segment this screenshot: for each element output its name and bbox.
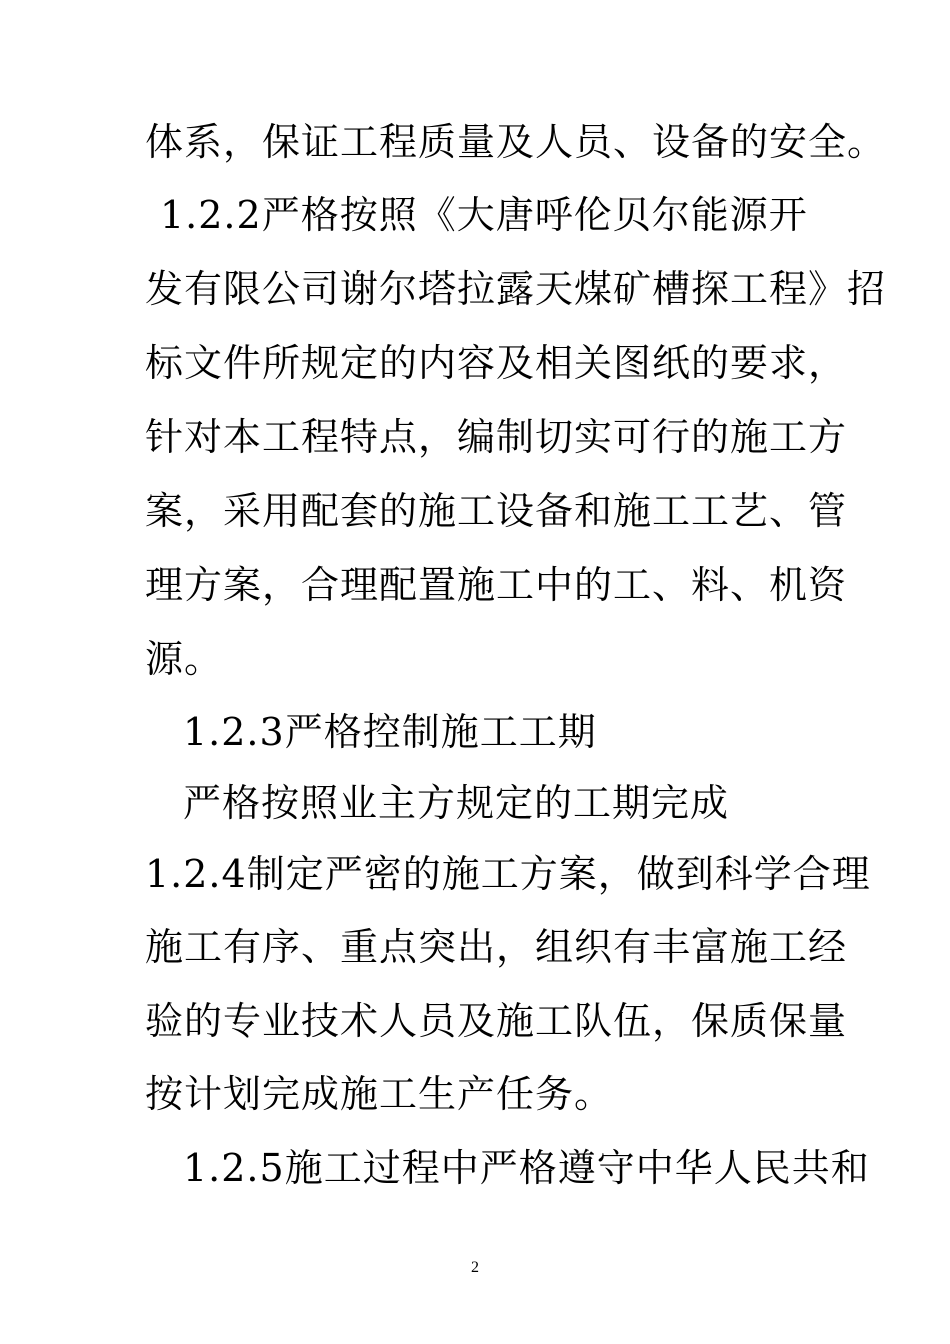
body-text-line: 1.2.2严格按照《大唐呼伦贝尔能源开 xyxy=(160,193,808,237)
body-text-line: 严格按照业主方规定的工期完成 xyxy=(183,781,730,825)
page-number: 2 xyxy=(471,1259,479,1276)
body-text-line: 发有限公司谢尔塔拉露天煤矿槽探工程》招 xyxy=(145,267,887,311)
body-text-line: 针对本工程特点，编制切实可行的施工方 xyxy=(145,415,848,459)
body-text-line: 1.2.4制定严密的施工方案，做到科学合理 xyxy=(145,852,871,896)
body-text-line: 体系，保证工程质量及人员、设备的安全。 xyxy=(145,120,887,164)
body-text-line: 源。 xyxy=(145,637,224,681)
body-text-line: 验的专业技术人员及施工队伍，保质保量 xyxy=(145,999,848,1043)
body-text-line: 标文件所规定的内容及相关图纸的要求， xyxy=(145,341,848,385)
section-heading: 1.2.3严格控制施工工期 xyxy=(183,710,597,754)
body-text-line: 施工有序、重点突出，组织有丰富施工经 xyxy=(145,925,848,969)
body-text-line: 理方案，合理配置施工中的工、料、机资 xyxy=(145,563,848,607)
body-text-line: 1.2.5施工过程中严格遵守中华人民共和 xyxy=(183,1146,870,1190)
body-text-line: 按计划完成施工生产任务。 xyxy=(145,1072,614,1116)
body-text-line: 案，采用配套的施工设备和施工工艺、管 xyxy=(145,489,848,533)
